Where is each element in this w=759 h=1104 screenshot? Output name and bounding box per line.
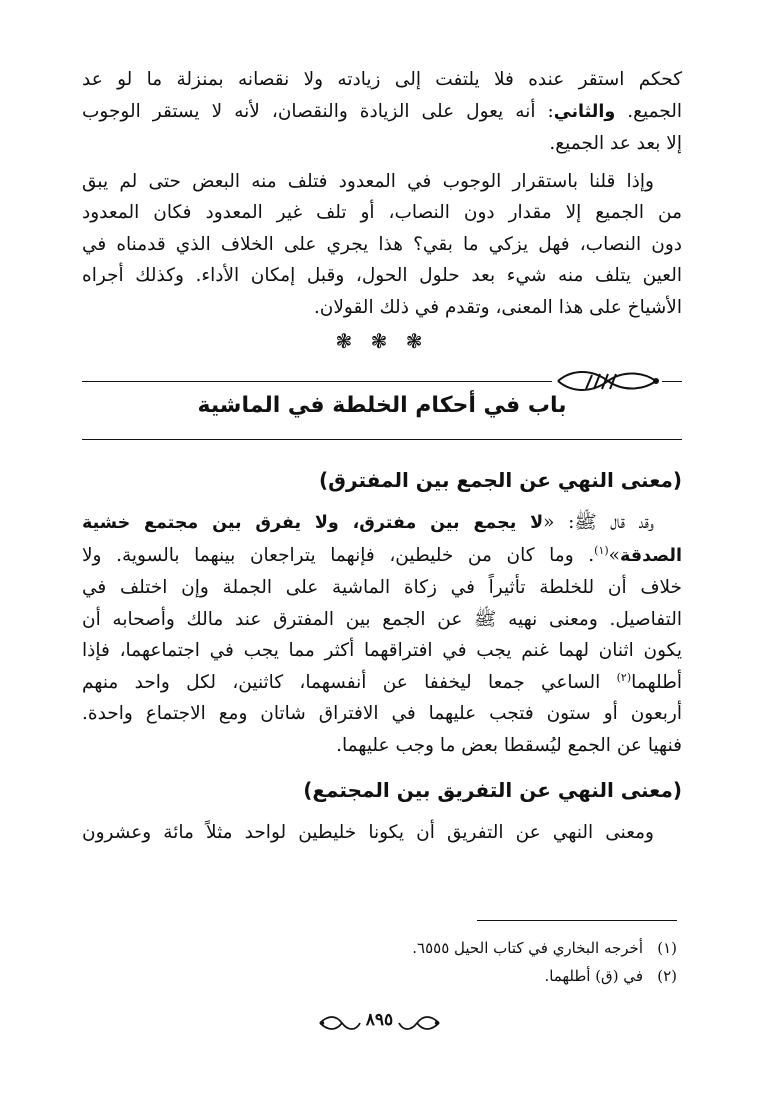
paragraph-4 — [82, 817, 682, 849]
text-span: الساعي جمعا ليخففا عن أنفسهما، كاثنين، لكل واحد منهم — [82, 671, 617, 693]
text-line — [82, 507, 682, 540]
page-number-value: ٨٩٥ — [365, 1010, 394, 1030]
chapter-heading — [82, 367, 682, 451]
section-heading: (معنى النهي عن الجمع بين المفترق) — [319, 468, 682, 492]
footnote-divider — [477, 920, 677, 921]
footnote — [77, 962, 677, 990]
text-span: أطلهما — [631, 671, 682, 693]
text-span: : أنه يعول على الزيادة والنقصان، لأنه لا يستقر الوجوب — [82, 100, 554, 122]
flourish-right-icon — [397, 1014, 441, 1032]
page-number-frame — [318, 1010, 441, 1030]
text-line: التفاصيل. ومعنى نهيه ﷺ عن الجمع بين المفترق عند مالك وأصحابه أن — [82, 608, 682, 630]
page-number — [0, 1010, 759, 1030]
footnote-text: في (ق) أطلهما. — [544, 967, 643, 985]
text-line: فنهيا عن الجمع ليُسقطا بعض ما وجب عليهما. — [336, 734, 682, 756]
footnote — [77, 934, 677, 962]
paragraph-1 — [82, 64, 682, 160]
text-line — [82, 96, 682, 129]
text-span: وقد قال ﷺ: « — [543, 512, 654, 533]
text-line: من الجميع إلا مقدار دون النصاب، أو تلف غير المعدود فكان المعدود — [82, 202, 682, 223]
ornament-icon — [552, 367, 662, 395]
text-span: » — [608, 544, 620, 566]
footnote-ref: (٢) — [616, 670, 632, 684]
footnote-ref: (١) — [594, 543, 609, 557]
text-line: كحكم استقر عنده فلا يلتفت إلى زيادته ولا نقصانه بمنزلة ما لو عد — [82, 69, 682, 90]
paragraph-2 — [82, 166, 682, 324]
text-line: دون النصاب، فهل يزكي ما بقي؟ هذا يجري على الخلاف الذي قدمناه في — [82, 233, 682, 255]
hadith-quote: لا يجمع بين مفترق، ولا يفرق بين مجتمع خشية — [82, 513, 544, 533]
bold-term: والثاني — [553, 101, 616, 122]
text-line: ومعنى النهي عن التفريق أن يكونا خليطين لواحد مثلاً مائة وعشرون — [82, 822, 654, 843]
chapter-title: باب في أحكام الخلطة في الماشية — [197, 393, 567, 418]
footnote-number: (١) — [657, 939, 677, 957]
text-line: خلاف أن للخلطة تأثيراً في زكاة الماشية على الجملة وإن اختلف في — [82, 577, 682, 598]
text-line — [82, 540, 682, 573]
footnotes — [77, 934, 677, 990]
footnote-number: (٢) — [657, 967, 677, 985]
text-line: أربعون أو ستون فتجب عليهما في الافتراق شاتان ومع الاجتماع واحدة. — [82, 703, 682, 724]
page-body — [82, 64, 682, 855]
hadith-quote: الصدقة — [620, 545, 682, 566]
section-separator: ❃ ❃ ❃ — [335, 329, 429, 353]
section-heading: (معنى النهي عن التفريق بين المجتمع) — [303, 778, 682, 802]
text-line: وإذا قلنا باستقرار الوجوب في المعدود فتلف منه البعض حتى لم يبق — [82, 170, 654, 192]
text-span: الجميع. — [615, 100, 682, 122]
text-line: إلا بعد عد الجميع. — [549, 133, 682, 154]
divider — [82, 439, 682, 440]
flourish-left-icon — [318, 1014, 362, 1032]
text-span: . وما كان من خليطين، فإنهما يتراجعان بينهما بالسوية. ولا — [82, 544, 595, 566]
footnote-text: أخرجه البخاري في كتاب الحيل ٦٥٥٥. — [412, 939, 643, 957]
text-line: يكون اثنان لهما غنم يجب في افتراقهما أكثر مما يجب في اجتماعهما، فإذا — [82, 640, 682, 661]
paragraph-3 — [82, 507, 682, 761]
text-line — [82, 667, 682, 699]
text-line: الأشياخ على هذا المعنى، وتقدم في ذلك القولان. — [313, 296, 682, 318]
text-line: العين يتلف منه شيء بعد حلول الحول، وقبل إمكان الأداء. وكذلك أجراه — [82, 265, 682, 286]
